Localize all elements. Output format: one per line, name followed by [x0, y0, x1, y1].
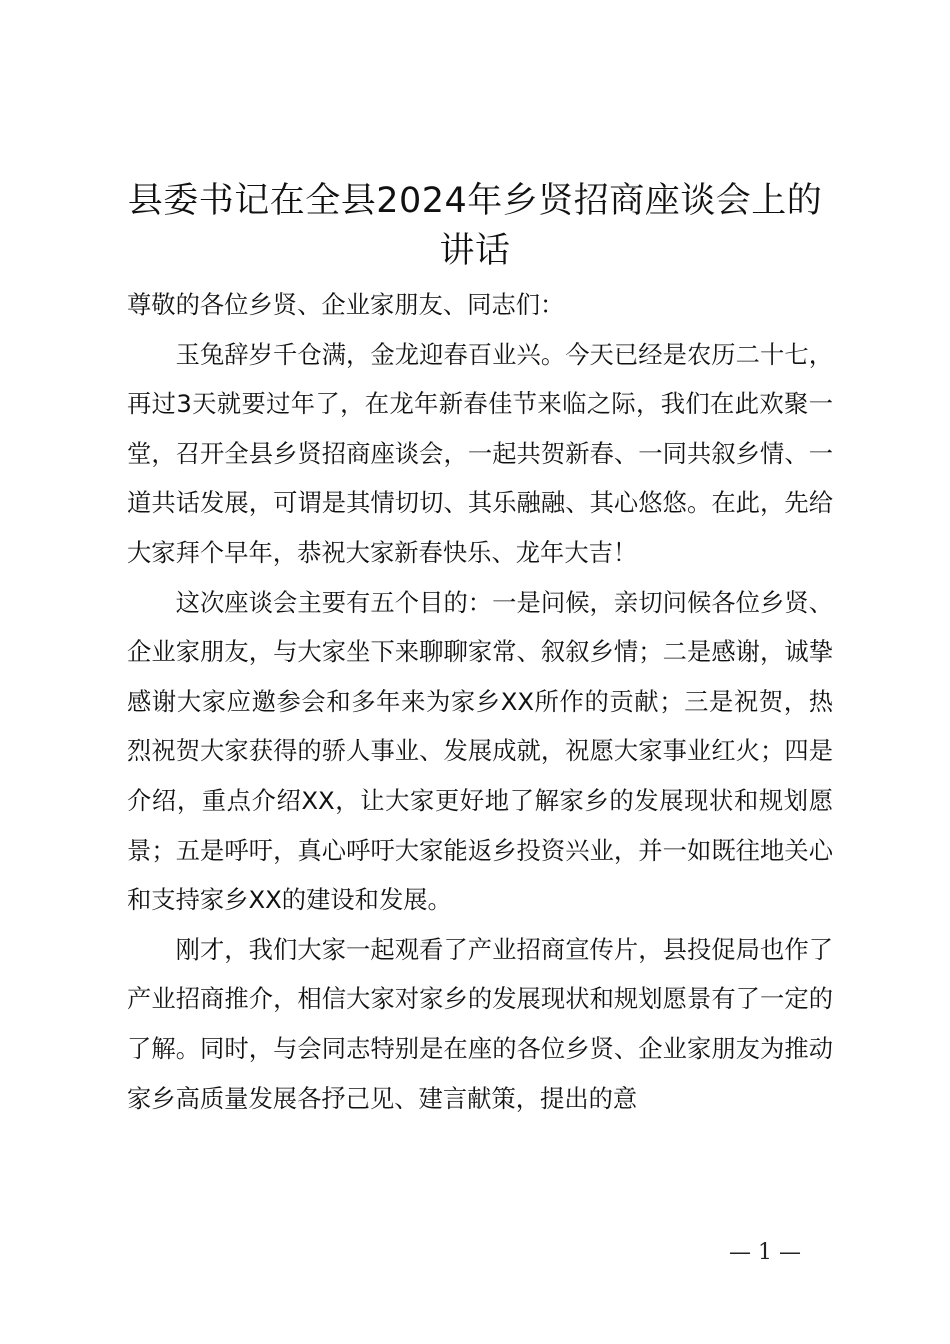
paragraph-2: 这次座谈会主要有五个目的：一是问候，亲切问候各位乡贤、企业家朋友，与大家坐下来聊聊家常、叙叙乡情；二是感谢，诚挚感谢大家应邀参会和多年来为家乡XX所作的贡献；三是祝贺，热烈祝贺大家获得的骄人事业、发展成就，祝愿大家事业红火；四是介绍，重点介绍XX，让大家更好地了解家乡的发展现状和规划愿景；五是呼吁，真心呼吁大家能返乡投资兴业，并一如既往地关心和支持家乡XX的建设和发展。 [127, 587, 833, 915]
document-title [100, 176, 850, 276]
paragraph-1: 玉兔辞岁千仓满，金龙迎春百业兴。今天已经是农历二十七，再过3天就要过年了，在龙年新春佳节来临之际，我们在此欢聚一堂，召开全县乡贤招商座谈会，一起共贺新春、一同共叙乡情、一道共话发展，可谓是其情切切、其乐融融、其心悠悠。在此，先给大家拜个早年，恭祝大家新春快乐、龙年大吉！ [127, 339, 833, 567]
title-line-1: 县委书记在全县2024年乡贤招商座谈会上的 [127, 181, 823, 221]
paragraph-3: 刚才，我们大家一起观看了产业招商宣传片，县投促局也作了产业招商推介，相信大家对家乡的发展现状和规划愿景有了一定的了解。同时，与会同志特别是在座的各位乡贤、企业家朋友为推动家乡高质量发展各抒己见、建言献策，提出的意 [127, 934, 833, 1113]
title-line-2: 讲话 [439, 231, 511, 271]
page-number: — 1 — [729, 1240, 801, 1265]
salutation: 尊敬的各位乡贤、企业家朋友、同志们： [127, 290, 565, 319]
document-body [127, 280, 833, 1123]
